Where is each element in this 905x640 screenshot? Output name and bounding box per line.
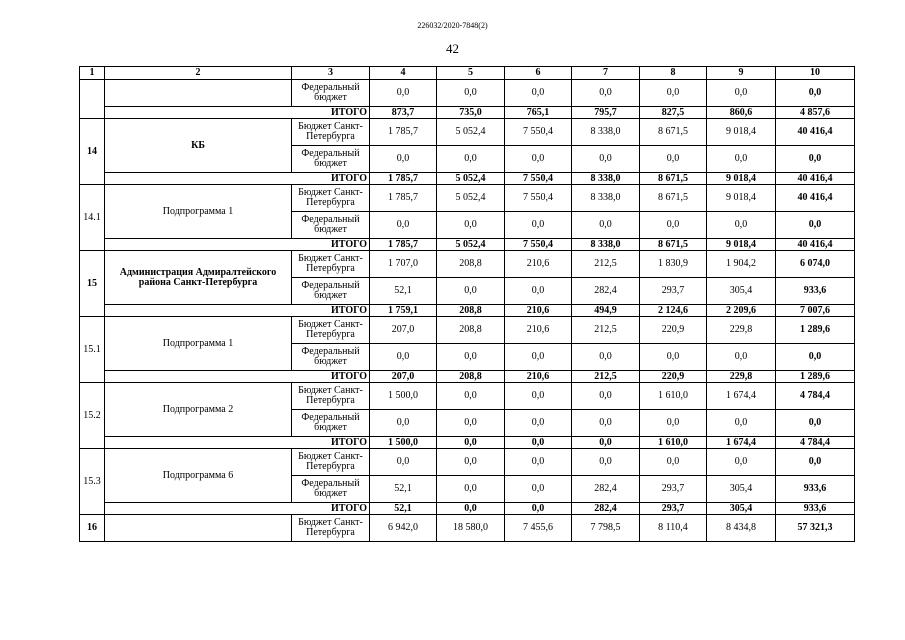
itogo-value-cell: 8 671,5	[640, 173, 707, 185]
year-value-cell: 5 052,4	[437, 119, 505, 146]
itogo-value-cell: 1 500,0	[370, 437, 437, 449]
year-value-cell: 1 500,0	[370, 383, 437, 410]
year-value-cell: 0,0	[572, 80, 640, 107]
itogo-value-cell: 9 018,4	[707, 173, 776, 185]
year-value-cell: 0,0	[437, 410, 505, 437]
year-value-cell: 9 018,4	[707, 119, 776, 146]
itogo-row	[80, 239, 855, 251]
itogo-value-cell: 210,6	[505, 305, 572, 317]
column-header: 9	[707, 67, 776, 80]
year-value-cell: 0,0	[640, 146, 707, 173]
program-name: Подпрограмма 1	[105, 185, 292, 239]
year-value-cell: 0,0	[505, 278, 572, 305]
itogo-value-cell: 7 550,4	[505, 239, 572, 251]
itogo-value-cell: 305,4	[707, 503, 776, 515]
year-value-cell: 7 455,6	[505, 515, 572, 542]
year-value-cell: 0,0	[437, 383, 505, 410]
year-value-cell: 52,1	[370, 476, 437, 503]
year-value-cell: 0,0	[505, 344, 572, 371]
itogo-row	[80, 305, 855, 317]
total-cell: 40 416,4	[776, 185, 855, 212]
table-row	[80, 383, 855, 410]
year-value-cell: 0,0	[370, 80, 437, 107]
funding-source: Бюджет Санкт-Петербурга	[292, 251, 370, 278]
itogo-value-cell: 210,6	[505, 371, 572, 383]
row-number: 15.1	[80, 317, 105, 383]
year-value-cell: 0,0	[707, 80, 776, 107]
year-value-cell: 208,8	[437, 251, 505, 278]
total-cell: 0,0	[776, 80, 855, 107]
year-value-cell: 220,9	[640, 317, 707, 344]
year-value-cell: 0,0	[437, 278, 505, 305]
funding-source: Федеральный бюджет	[292, 278, 370, 305]
year-value-cell: 8 110,4	[640, 515, 707, 542]
year-value-cell: 0,0	[572, 410, 640, 437]
itogo-value-cell: 1 759,1	[370, 305, 437, 317]
itogo-value-cell: 0,0	[437, 437, 505, 449]
year-value-cell: 0,0	[370, 344, 437, 371]
year-value-cell: 7 550,4	[505, 185, 572, 212]
year-value-cell: 305,4	[707, 278, 776, 305]
total-cell: 57 321,3	[776, 515, 855, 542]
year-value-cell: 8 434,8	[707, 515, 776, 542]
table-row	[80, 119, 855, 146]
column-header: 2	[105, 67, 292, 80]
funding-source: Бюджет Санкт-Петербурга	[292, 317, 370, 344]
itogo-value-cell: 827,5	[640, 107, 707, 119]
table-row	[80, 80, 855, 107]
itogo-total-cell: 40 416,4	[776, 239, 855, 251]
total-cell: 4 784,4	[776, 383, 855, 410]
funding-source: Федеральный бюджет	[292, 476, 370, 503]
itogo-value-cell: 5 052,4	[437, 239, 505, 251]
funding-source: Бюджет Санкт-Петербурга	[292, 449, 370, 476]
total-cell: 0,0	[776, 212, 855, 239]
program-name: Подпрограмма 6	[105, 449, 292, 503]
year-value-cell: 207,0	[370, 317, 437, 344]
itogo-value-cell: 9 018,4	[707, 239, 776, 251]
year-value-cell: 7 798,5	[572, 515, 640, 542]
itogo-label: ИТОГО	[105, 437, 370, 449]
itogo-value-cell: 873,7	[370, 107, 437, 119]
year-value-cell: 0,0	[640, 449, 707, 476]
year-value-cell: 293,7	[640, 278, 707, 305]
itogo-value-cell: 2 209,6	[707, 305, 776, 317]
year-value-cell: 0,0	[437, 476, 505, 503]
column-header: 5	[437, 67, 505, 80]
row-number	[80, 80, 105, 119]
row-number: 15.3	[80, 449, 105, 515]
itogo-value-cell: 8 338,0	[572, 239, 640, 251]
itogo-value-cell: 1 674,4	[707, 437, 776, 449]
year-value-cell: 212,5	[572, 251, 640, 278]
itogo-row	[80, 173, 855, 185]
itogo-value-cell: 0,0	[505, 503, 572, 515]
year-value-cell: 6 942,0	[370, 515, 437, 542]
year-value-cell: 0,0	[572, 344, 640, 371]
total-cell: 0,0	[776, 146, 855, 173]
year-value-cell: 0,0	[707, 344, 776, 371]
itogo-value-cell: 0,0	[572, 437, 640, 449]
year-value-cell: 0,0	[640, 344, 707, 371]
column-header: 7	[572, 67, 640, 80]
itogo-row	[80, 371, 855, 383]
year-value-cell: 1 785,7	[370, 119, 437, 146]
itogo-value-cell: 208,8	[437, 371, 505, 383]
year-value-cell: 0,0	[640, 212, 707, 239]
itogo-value-cell: 212,5	[572, 371, 640, 383]
year-value-cell: 208,8	[437, 317, 505, 344]
year-value-cell: 0,0	[437, 146, 505, 173]
year-value-cell: 0,0	[505, 449, 572, 476]
column-number-row	[80, 67, 855, 80]
total-cell: 0,0	[776, 410, 855, 437]
year-value-cell: 0,0	[572, 212, 640, 239]
itogo-row	[80, 107, 855, 119]
column-header: 3	[292, 67, 370, 80]
year-value-cell: 0,0	[640, 410, 707, 437]
year-value-cell: 18 580,0	[437, 515, 505, 542]
year-value-cell: 293,7	[640, 476, 707, 503]
funding-source: Федеральный бюджет	[292, 80, 370, 107]
year-value-cell: 8 338,0	[572, 185, 640, 212]
year-value-cell: 52,1	[370, 278, 437, 305]
year-value-cell: 0,0	[707, 146, 776, 173]
column-header: 6	[505, 67, 572, 80]
funding-source: Бюджет Санкт-Петербурга	[292, 383, 370, 410]
year-value-cell: 0,0	[505, 410, 572, 437]
year-value-cell: 0,0	[572, 146, 640, 173]
year-value-cell: 210,6	[505, 251, 572, 278]
program-name: Администрация Адмиралтейского района Санкт-Петербурга	[105, 251, 292, 305]
itogo-value-cell: 229,8	[707, 371, 776, 383]
total-cell: 933,6	[776, 278, 855, 305]
program-name: КБ	[105, 119, 292, 173]
year-value-cell: 8 671,5	[640, 119, 707, 146]
table-row	[80, 449, 855, 476]
funding-source: Бюджет Санкт-Петербурга	[292, 515, 370, 542]
itogo-value-cell: 494,9	[572, 305, 640, 317]
funding-source: Федеральный бюджет	[292, 410, 370, 437]
row-number: 16	[80, 515, 105, 542]
itogo-total-cell: 1 289,6	[776, 371, 855, 383]
itogo-value-cell: 1 610,0	[640, 437, 707, 449]
row-number: 14	[80, 119, 105, 185]
year-value-cell: 1 674,4	[707, 383, 776, 410]
program-name: Подпрограмма 1	[105, 317, 292, 371]
year-value-cell: 0,0	[572, 449, 640, 476]
table-row	[80, 515, 855, 542]
year-value-cell: 0,0	[370, 449, 437, 476]
year-value-cell: 0,0	[572, 383, 640, 410]
year-value-cell: 0,0	[437, 80, 505, 107]
table-row	[80, 317, 855, 344]
year-value-cell: 0,0	[370, 212, 437, 239]
year-value-cell: 210,6	[505, 317, 572, 344]
year-value-cell: 305,4	[707, 476, 776, 503]
year-value-cell: 0,0	[640, 80, 707, 107]
year-value-cell: 1 904,2	[707, 251, 776, 278]
year-value-cell: 0,0	[370, 410, 437, 437]
itogo-value-cell: 1 785,7	[370, 239, 437, 251]
itogo-value-cell: 735,0	[437, 107, 505, 119]
column-header: 4	[370, 67, 437, 80]
column-header: 10	[776, 67, 855, 80]
itogo-total-cell: 933,6	[776, 503, 855, 515]
year-value-cell: 0,0	[505, 476, 572, 503]
year-value-cell: 0,0	[707, 212, 776, 239]
itogo-row	[80, 503, 855, 515]
itogo-value-cell: 7 550,4	[505, 173, 572, 185]
year-value-cell: 8 671,5	[640, 185, 707, 212]
year-value-cell: 282,4	[572, 476, 640, 503]
year-value-cell: 0,0	[505, 212, 572, 239]
program-name	[105, 80, 292, 107]
year-value-cell: 1 707,0	[370, 251, 437, 278]
total-cell: 933,6	[776, 476, 855, 503]
itogo-label: ИТОГО	[105, 305, 370, 317]
document-id: 226032/2020-7848(2)	[417, 21, 488, 30]
itogo-label: ИТОГО	[105, 239, 370, 251]
itogo-value-cell: 8 338,0	[572, 173, 640, 185]
itogo-value-cell: 0,0	[437, 503, 505, 515]
year-value-cell: 5 052,4	[437, 185, 505, 212]
total-cell: 1 289,6	[776, 317, 855, 344]
page-number: 42	[446, 41, 459, 56]
itogo-label: ИТОГО	[105, 371, 370, 383]
year-value-cell: 0,0	[707, 410, 776, 437]
program-name	[105, 515, 292, 542]
program-name: Подпрограмма 2	[105, 383, 292, 437]
year-value-cell: 0,0	[505, 146, 572, 173]
itogo-value-cell: 293,7	[640, 503, 707, 515]
itogo-value-cell: 207,0	[370, 371, 437, 383]
year-value-cell: 1 830,9	[640, 251, 707, 278]
itogo-total-cell: 40 416,4	[776, 173, 855, 185]
itogo-total-cell: 7 007,6	[776, 305, 855, 317]
year-value-cell: 0,0	[505, 383, 572, 410]
year-value-cell: 9 018,4	[707, 185, 776, 212]
year-value-cell: 0,0	[370, 146, 437, 173]
itogo-value-cell: 1 785,7	[370, 173, 437, 185]
funding-source: Бюджет Санкт-Петербурга	[292, 185, 370, 212]
row-number: 15.2	[80, 383, 105, 449]
itogo-value-cell: 2 124,6	[640, 305, 707, 317]
year-value-cell: 1 610,0	[640, 383, 707, 410]
year-value-cell: 0,0	[437, 212, 505, 239]
column-header: 8	[640, 67, 707, 80]
itogo-value-cell: 220,9	[640, 371, 707, 383]
row-number: 15	[80, 251, 105, 317]
itogo-value-cell: 795,7	[572, 107, 640, 119]
year-value-cell: 0,0	[437, 449, 505, 476]
itogo-total-cell: 4 857,6	[776, 107, 855, 119]
total-cell: 0,0	[776, 344, 855, 371]
year-value-cell: 0,0	[707, 449, 776, 476]
total-cell: 40 416,4	[776, 119, 855, 146]
itogo-label: ИТОГО	[105, 503, 370, 515]
year-value-cell: 1 785,7	[370, 185, 437, 212]
itogo-row	[80, 437, 855, 449]
itogo-total-cell: 4 784,4	[776, 437, 855, 449]
itogo-value-cell: 860,6	[707, 107, 776, 119]
itogo-value-cell: 5 052,4	[437, 173, 505, 185]
year-value-cell: 8 338,0	[572, 119, 640, 146]
itogo-value-cell: 0,0	[505, 437, 572, 449]
budget-table	[79, 66, 855, 542]
itogo-value-cell: 52,1	[370, 503, 437, 515]
row-number: 14.1	[80, 185, 105, 251]
total-cell: 0,0	[776, 449, 855, 476]
itogo-value-cell: 765,1	[505, 107, 572, 119]
year-value-cell: 0,0	[505, 80, 572, 107]
year-value-cell: 282,4	[572, 278, 640, 305]
year-value-cell: 212,5	[572, 317, 640, 344]
funding-source: Федеральный бюджет	[292, 212, 370, 239]
total-cell: 6 074,0	[776, 251, 855, 278]
funding-source: Бюджет Санкт-Петербурга	[292, 119, 370, 146]
year-value-cell: 229,8	[707, 317, 776, 344]
funding-source: Федеральный бюджет	[292, 344, 370, 371]
column-header: 1	[80, 67, 105, 80]
table-row	[80, 251, 855, 278]
itogo-label: ИТОГО	[105, 173, 370, 185]
table-row	[80, 185, 855, 212]
itogo-value-cell: 208,8	[437, 305, 505, 317]
itogo-value-cell: 282,4	[572, 503, 640, 515]
itogo-label: ИТОГО	[105, 107, 370, 119]
itogo-value-cell: 8 671,5	[640, 239, 707, 251]
year-value-cell: 7 550,4	[505, 119, 572, 146]
year-value-cell: 0,0	[437, 344, 505, 371]
funding-source: Федеральный бюджет	[292, 146, 370, 173]
